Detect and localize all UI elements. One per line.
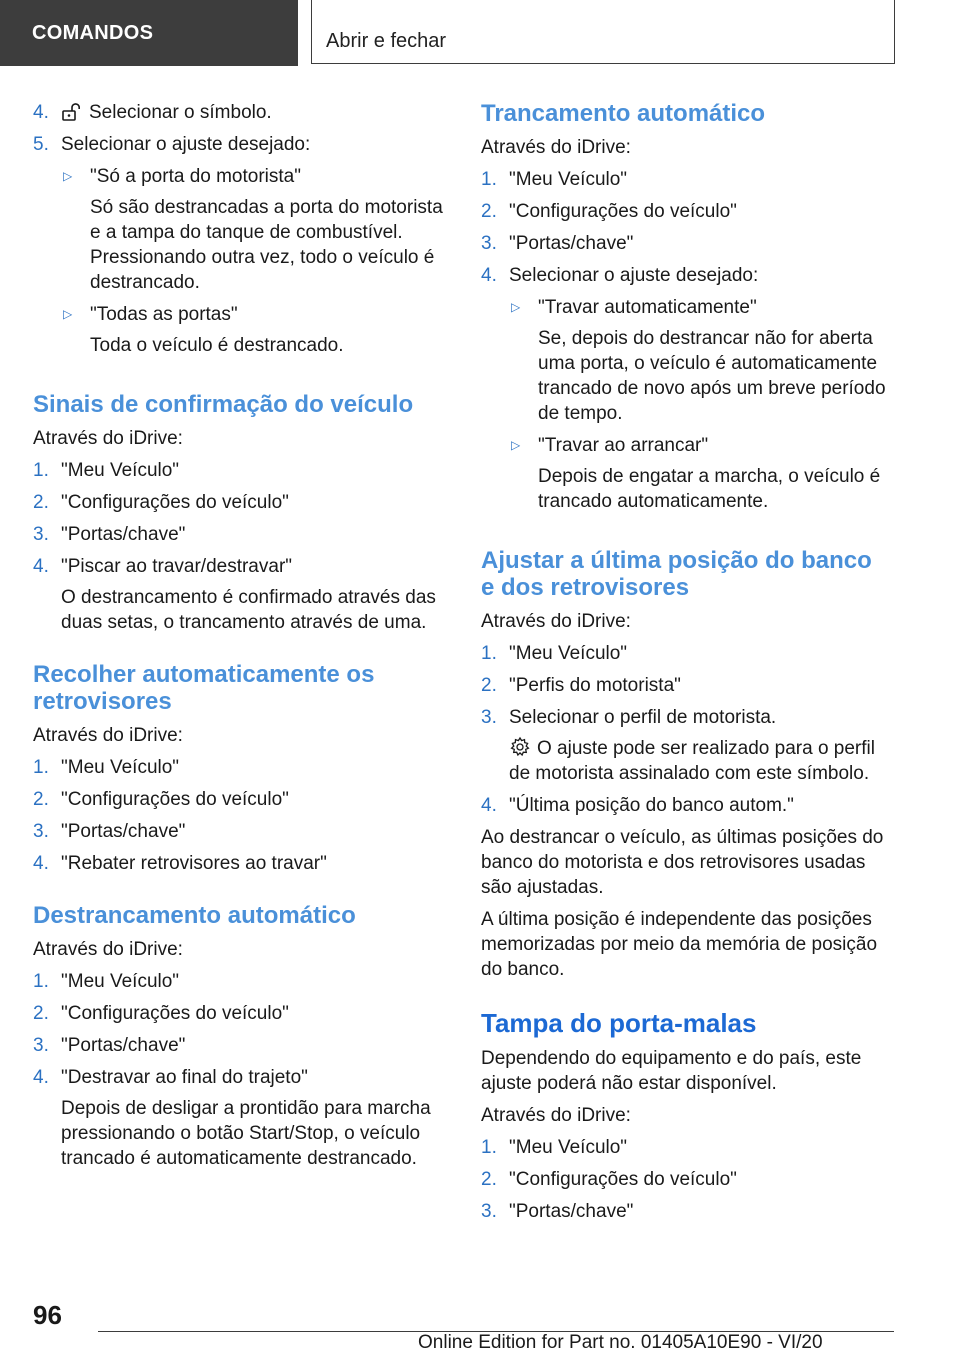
intro-text: Através do iDrive: [481,1105,631,1126]
step-number: 5. [33,134,49,155]
step-text: "Portas/chave" [61,524,186,545]
chapter-title: Abrir e fechar [311,0,895,64]
option-title: "Travar automaticamente" [538,297,757,318]
step-text: "Configurações do veículo" [509,1169,737,1190]
intro-text: Através do iDrive: [481,611,631,632]
step-number: 2. [33,789,49,810]
paragraph: Ao destrancar o veículo, as últimas posições do banco do motorista e dos retrovisores usadas são ajustadas. [481,827,884,898]
option-item [509,295,891,426]
section-tab: COMANDOS [0,0,298,66]
step-text: Selecionar o ajuste desejado: [509,265,759,286]
list-item [33,490,443,515]
step-number: 2. [481,1169,497,1190]
step-text: Selecionar o símbolo. [89,102,272,123]
step-number: 3. [481,1201,497,1222]
option-title: "Travar ao arrancar" [538,435,709,456]
triangle-bullet-icon: ▷ [63,307,73,321]
step-text: "Destravar ao final do trajeto" [61,1067,308,1088]
list-item [481,231,891,256]
list-item [481,641,891,666]
option-description: Depois de engatar a marcha, o veículo é trancado automaticamente. [538,466,881,512]
list-item [33,132,443,365]
step-text: "Configurações do veículo" [509,201,737,222]
list-item [481,1199,891,1224]
list-item [33,458,443,483]
step-text: "Portas/chave" [61,821,186,842]
list-item [33,819,443,844]
step-number: 1. [33,757,49,778]
list-item [481,1135,891,1160]
step-number: 3. [33,821,49,842]
option-description: Toda o veículo é destrancado. [90,335,344,356]
intro-text: Através do iDrive: [33,725,183,746]
step-number: 4. [33,853,49,874]
step-text: "Configurações do veículo" [61,1003,289,1024]
list-item [33,851,443,876]
edition-note: Online Edition for Part no. 01405A10E90 - VI/20 [418,1332,823,1353]
step-description: O ajuste pode ser realizado para o perfil de motorista assinalado com este símbolo. [509,738,875,784]
list-item [481,167,891,192]
option-description: Se, depois do destrancar não for aberta uma porta, o veículo é automaticamente trancado de novo após um breve período de tempo. [538,328,886,424]
paragraph: A última posição é independente das posições memorizadas por meio da memória de posição do banco. [481,909,878,980]
step-number: 4. [481,265,497,286]
list-item [33,554,443,635]
step-number: 1. [481,1137,497,1158]
step-text: "Meu Veículo" [61,757,180,778]
option-title: "Só a porta do motorista" [90,166,301,187]
step-text: "Última posição do banco autom." [509,795,794,816]
section-heading: Trancamento automático [481,100,766,127]
triangle-bullet-icon: ▷ [511,438,521,452]
intro-text: Através do iDrive: [33,939,183,960]
section-heading: Tampa do porta-malas [481,1008,757,1038]
step-text: "Meu Veículo" [61,460,180,481]
list-item [33,1001,443,1026]
step-number: 1. [481,169,497,190]
step-text: "Portas/chave" [509,233,634,254]
section-heading: Ajustar a última posição do banco e dos retrovisores [481,547,872,601]
section-heading: Destrancamento automático [33,902,356,929]
list-item [33,100,443,125]
step-text: Selecionar o ajuste desejado: [61,134,311,155]
step-text: "Rebater retrovisores ao travar" [61,853,327,874]
step-text: "Configurações do veículo" [61,789,289,810]
step-number: 3. [481,707,497,728]
step-number: 3. [481,233,497,254]
step-number: 4. [33,1067,49,1088]
step-text: "Configurações do veículo" [61,492,289,513]
list-item [481,705,891,786]
list-item [481,673,891,698]
page-number: 96 [33,1300,62,1330]
option-item [61,164,443,295]
option-item [509,433,891,514]
option-title: "Todas as portas" [90,304,238,325]
step-text: "Piscar ao travar/destravar" [61,556,293,577]
step-description: Depois de desligar a prontidão para marcha pressionando o botão Start/Stop, o veículo trancado é automaticamente destrancado. [61,1098,431,1169]
settings-icon [509,736,531,758]
step-number: 2. [33,492,49,513]
step-number: 1. [481,643,497,664]
intro-text: Através do iDrive: [33,428,183,449]
section-heading: Recolher automaticamente os retrovisores [33,661,375,715]
list-item [33,787,443,812]
right-column [481,100,891,1231]
left-column [33,100,443,1178]
list-item [33,522,443,547]
option-description: Só são destrancadas a porta do motorista e a tampa do tanque de combustível. Pressionando outra vez, todo o veículo é destrancado. [90,197,443,293]
list-item [481,1167,891,1192]
list-item [33,1033,443,1058]
list-item [33,969,443,994]
paragraph: Dependendo do equipamento e do país, este ajuste poderá não estar disponível. [481,1048,862,1094]
step-description: O destrancamento é confirmado através das duas setas, o trancamento através de uma. [61,587,436,633]
intro-text: Através do iDrive: [481,137,631,158]
step-number: 4. [481,795,497,816]
list-item [481,199,891,224]
step-number: 3. [33,1035,49,1056]
list-item [481,263,891,521]
step-text: "Perfis do motorista" [509,675,681,696]
step-text: "Meu Veículo" [61,971,180,992]
step-number: 4. [33,556,49,577]
step-number: 4. [33,102,49,123]
step-text: "Meu Veículo" [509,643,628,664]
step-number: 1. [33,971,49,992]
triangle-bullet-icon: ▷ [63,169,73,183]
step-number: 2. [33,1003,49,1024]
unlock-icon [61,102,83,122]
section-heading: Sinais de confirmação do veículo [33,391,414,418]
step-text: "Portas/chave" [61,1035,186,1056]
step-text: "Meu Veículo" [509,1137,628,1158]
triangle-bullet-icon: ▷ [511,300,521,314]
step-number: 2. [481,675,497,696]
list-item [481,793,891,818]
step-text: "Portas/chave" [509,1201,634,1222]
page-header [0,0,960,66]
step-number: 1. [33,460,49,481]
list-item [33,755,443,780]
step-text: Selecionar o perfil de motorista. [509,707,777,728]
list-item [33,1065,443,1171]
step-text: "Meu Veículo" [509,169,628,190]
step-number: 2. [481,201,497,222]
step-number: 3. [33,524,49,545]
option-item [61,302,443,358]
